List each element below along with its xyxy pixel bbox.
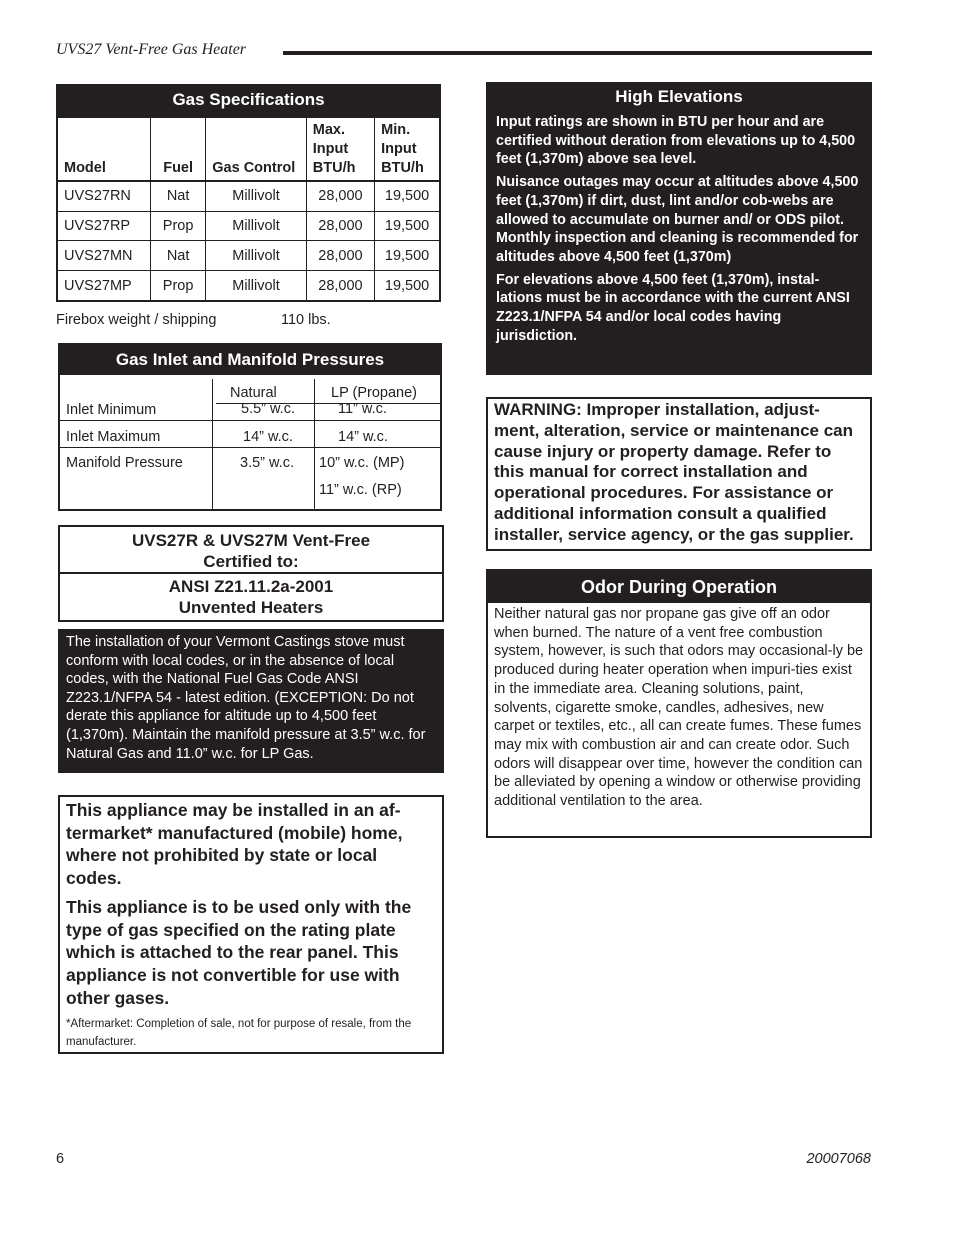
cell-model: UVS27RP — [57, 211, 150, 241]
firebox-weight — [56, 312, 331, 328]
col-header-gas-control: Gas Control — [206, 117, 307, 181]
table-row — [57, 181, 440, 211]
manifold-pressure-lp-rp: 11” w.c. (RP) — [319, 482, 402, 498]
inlet-minimum-lp: 11” w.c. — [338, 401, 387, 417]
cell-model: UVS27RN — [57, 181, 150, 211]
inlet-minimum-natural: 5.5” w.c. — [241, 401, 295, 417]
cell-fuel: Nat — [150, 241, 205, 271]
header-rule — [283, 51, 872, 55]
cell-max: 28,000 — [306, 181, 374, 211]
col-header-model: Model — [57, 117, 150, 181]
cell-max: 28,000 — [306, 271, 374, 301]
high-elevations-paragraph-1: Input ratings are shown in BTU per hour and are certified without deration from elevations up to 4,500 feet (1,370m) above sea level. — [496, 114, 856, 168]
col-header-fuel: Fuel — [150, 117, 205, 181]
column-divider — [314, 379, 315, 511]
gas-specifications-section — [56, 84, 441, 116]
row-divider — [60, 447, 441, 448]
min-input-line-1: Min. — [381, 122, 411, 138]
warning-box: WARNING: Improper installation, adjust-ment, alteration, service or maintenance can cause injury or property damage. Refer to this manual for correct installation and operational procedures. For assistance or additional information consult a qualified installer, service agency, or the gas supplier. — [486, 397, 872, 551]
cell-max: 28,000 — [306, 211, 374, 241]
installation-codes-notice: The installation of your Vermont Castings stove must conform with local codes, or in the absence of local codes, with the National Fuel Gas Code ANSI Z223.1/NFPA 54 - latest edition. (EXCEPTION: Do not derate this appliance for altitude up to 4,500 feet (1,370m). Maintain the manifold pressure at 3.5” w.c. for Natural Gas and 11.0” w.c. for LP Gas. — [58, 629, 444, 773]
row-label-inlet-minimum: Inlet Minimum — [66, 402, 157, 418]
table-row — [57, 271, 440, 301]
odor-during-operation-text: Neither natural gas nor propane gas give off an odor when burned. The nature of a vent free combustion system, however, is such that odors may occasional-ly be produced during heater operation when impuri-ties exist in the immediate area. Cleaning solutions, paint, solvents, cigarette smoke, candles, adhesives, new carpet or textiles, etc., all can create fumes. These fumes may mix with combustion air and can create odor. Such odors will disappear over time, however the condition can be alleviated by opening a window or otherwise providing additional ventilation to the area. — [494, 606, 864, 810]
gas-type-paragraph: This appliance is to be used only with the type of gas specified on the rating plate which is attached to the rear panel. This appliance is not convertible for use with other gases. — [66, 896, 412, 1008]
cell-min: 19,500 — [375, 181, 440, 211]
high-elevations-title: High Elevations — [615, 87, 743, 106]
row-divider — [60, 420, 441, 421]
high-elevations-paragraph-2: Nuisance outages may occur at altitudes above 4,500 feet (1,370m) if dirt, dust, lint and/or cob-webs are allowed to accumulate on burner and/ or ODS pilot. Monthly inspection and cleaning is recommended for altitudes above 4,500 feet (1,370m) — [496, 174, 859, 265]
manifold-pressure-lp-mp: 10” w.c. (MP) — [319, 455, 405, 471]
cell-model: UVS27MP — [57, 271, 150, 301]
certification-standard: ANSI Z21.11.2a-2001 — [168, 577, 334, 596]
min-input-line-3: BTU/h — [381, 160, 424, 176]
col-header-min-input — [375, 117, 440, 181]
max-input-line-2: Input — [312, 141, 349, 157]
running-header-title: UVS27 Vent-Free Gas Heater — [56, 41, 247, 58]
cell-min: 19,500 — [375, 271, 440, 301]
firebox-weight-label: Firebox weight / shipping — [56, 312, 217, 328]
col-header-max-input — [306, 117, 374, 181]
inlet-pressures-table — [60, 375, 440, 509]
document-number: 20007068 — [806, 1151, 871, 1167]
cell-control: Millivolt — [206, 271, 307, 301]
manifold-pressure-natural: 3.5” w.c. — [240, 455, 294, 471]
cell-control: Millivolt — [206, 211, 307, 241]
odor-during-operation-title: Odor During Operation — [488, 571, 870, 603]
cell-control: Millivolt — [206, 241, 307, 271]
max-input-line-1: Max. — [312, 122, 346, 138]
col-header-natural: Natural — [230, 385, 277, 401]
cell-control: Millivolt — [206, 181, 307, 211]
row-label-manifold-pressure: Manifold Pressure — [66, 455, 183, 471]
cell-model: UVS27MN — [57, 241, 150, 271]
inlet-maximum-natural: 14” w.c. — [243, 429, 293, 445]
gas-specifications-title: Gas Specifications — [56, 84, 441, 116]
aftermarket-footnote: *Aftermarket: Completion of sale, not for purpose of resale, from the manufacturer. — [66, 1018, 412, 1049]
certification-category: Unvented Heaters — [178, 598, 324, 617]
mobile-home-paragraph: This appliance may be installed in an af-termarket* manufactured (mobile) home, where not prohibited by state or local codes. — [66, 800, 403, 889]
inlet-maximum-lp: 14” w.c. — [338, 429, 388, 445]
column-divider — [212, 379, 213, 511]
odor-during-operation-box — [486, 569, 872, 838]
mobile-home-notice — [58, 795, 444, 1054]
max-input-line-3: BTU/h — [312, 160, 356, 176]
certification-box — [58, 525, 444, 622]
table-row — [57, 241, 440, 271]
inlet-pressures-box — [58, 343, 442, 511]
min-input-line-2: Input — [381, 141, 417, 157]
cell-fuel: Prop — [150, 211, 205, 241]
firebox-weight-value: 110 lbs. — [281, 312, 331, 328]
high-elevations-paragraph-3: For elevations above 4,500 feet (1,370m), instal-lations must be in accordance with the current ANSI Z223.1/NFPA 54 and/or local codes having jurisdiction. — [496, 271, 850, 344]
high-elevations-box — [486, 82, 872, 375]
certification-certified-to: Certified to: — [203, 552, 299, 571]
table-row — [57, 211, 440, 241]
cell-min: 19,500 — [375, 211, 440, 241]
cell-fuel: Prop — [150, 271, 205, 301]
cell-fuel: Nat — [150, 181, 205, 211]
col-header-lp: LP (Propane) — [331, 385, 417, 401]
row-label-inlet-maximum: Inlet Maximum — [66, 429, 161, 445]
cell-max: 28,000 — [306, 241, 374, 271]
certification-model-line: UVS27R & UVS27M Vent-Free — [131, 531, 371, 550]
gas-specifications-table — [56, 116, 441, 302]
cell-min: 19,500 — [375, 241, 440, 271]
inlet-pressures-title: Gas Inlet and Manifold Pressures — [60, 345, 440, 375]
page-number: 6 — [56, 1151, 65, 1167]
